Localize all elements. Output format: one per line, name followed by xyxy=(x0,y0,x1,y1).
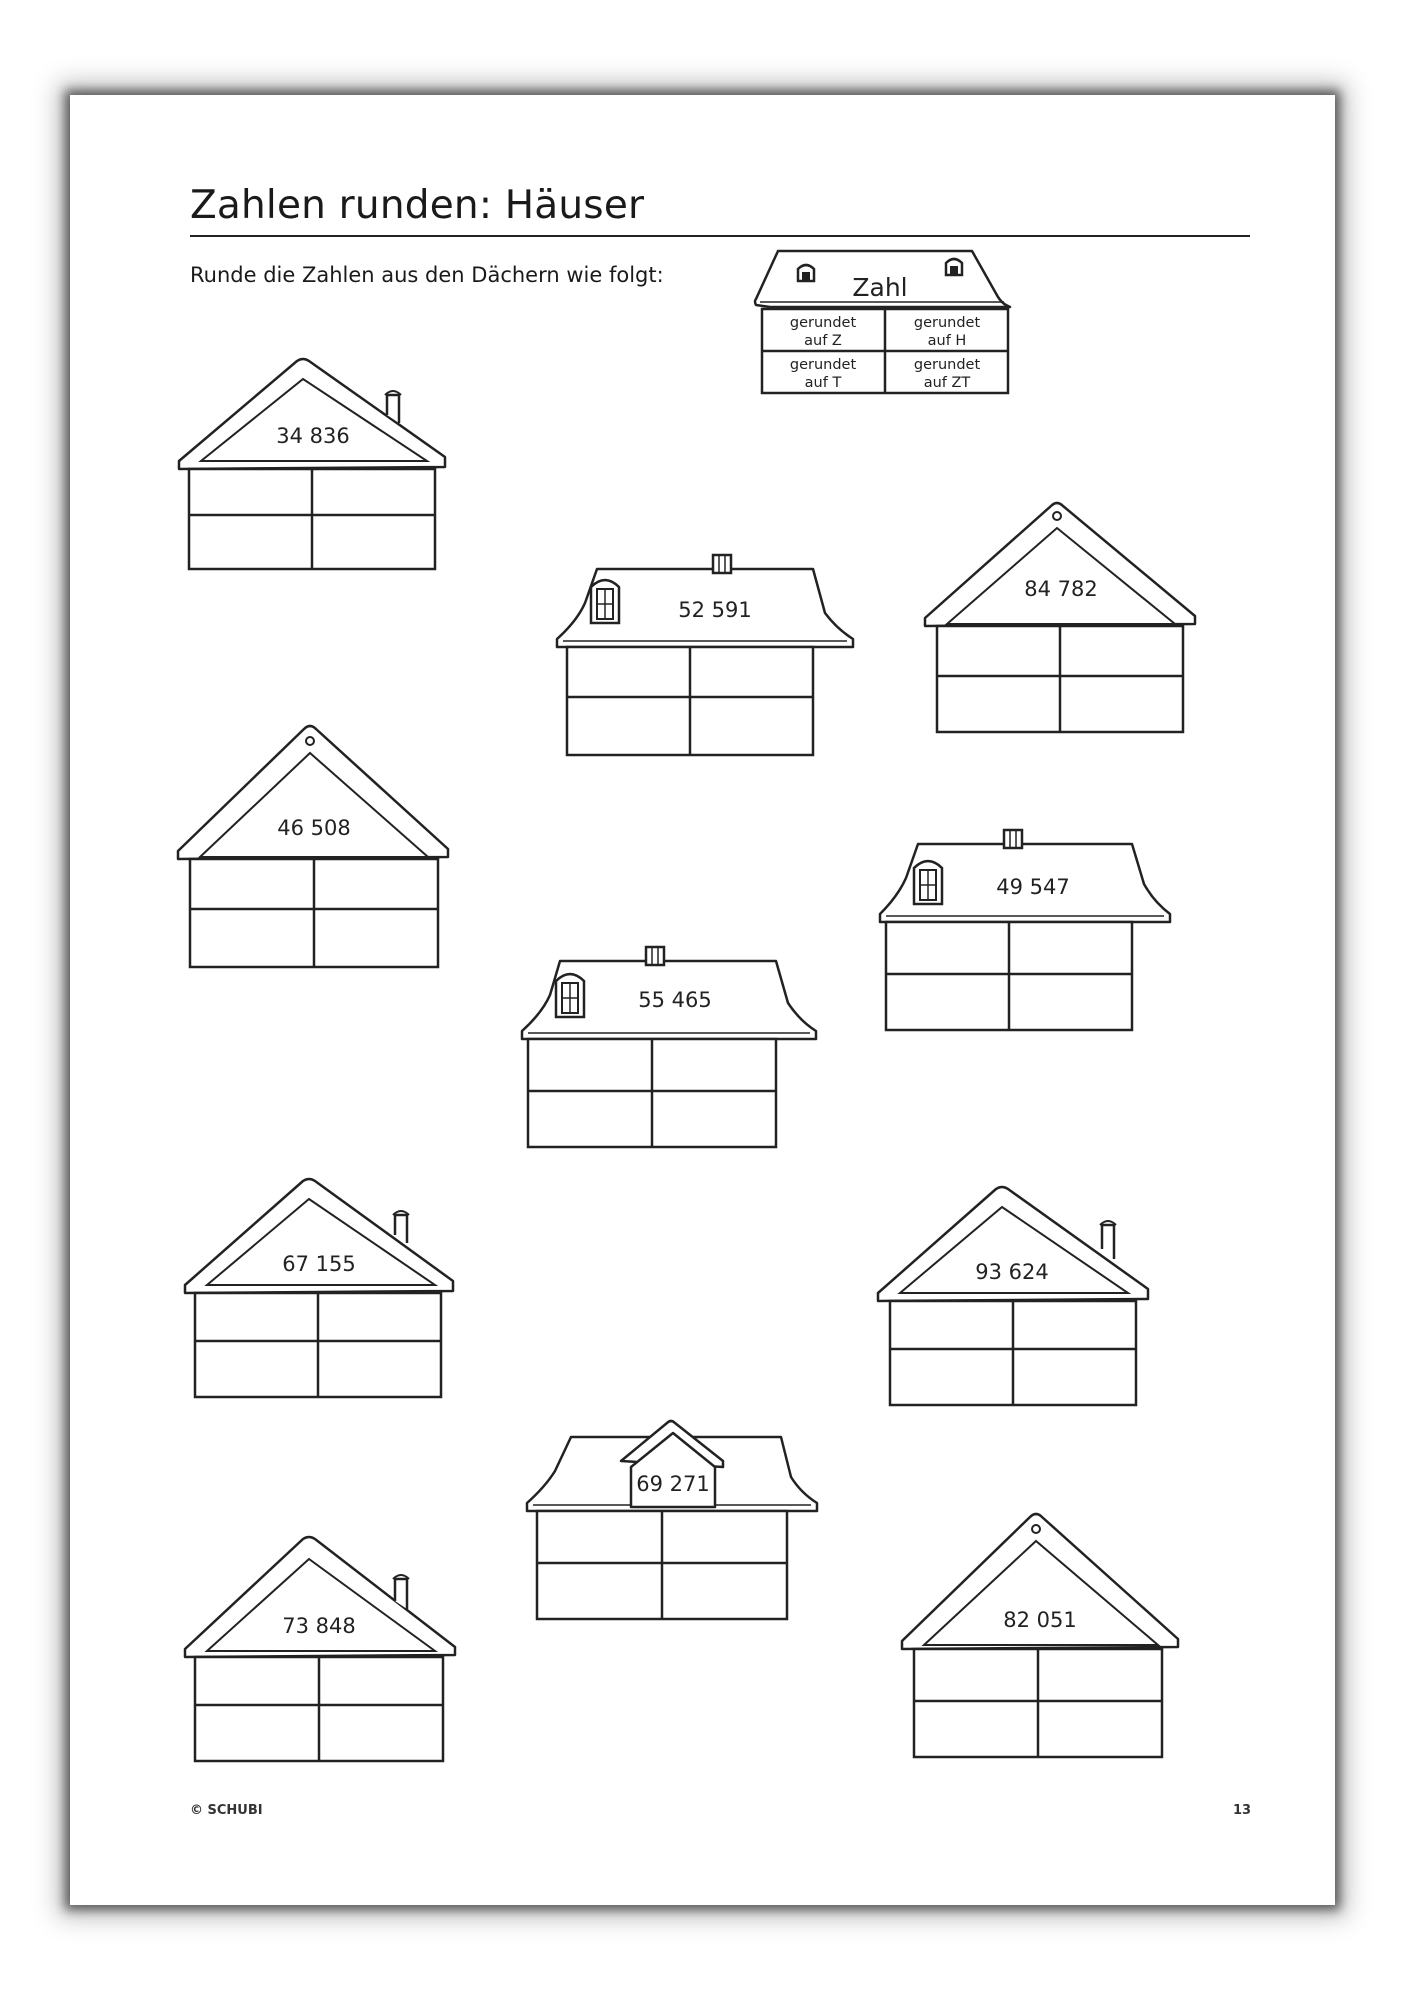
house-number: 73 848 xyxy=(282,1614,356,1638)
legend-cell-zt-line1: gerundet xyxy=(913,357,981,373)
legend-cell-t-line1: gerundet xyxy=(789,357,857,373)
legend-cell-t-line2: auf T xyxy=(804,375,842,391)
copyright: © SCHUBI xyxy=(190,1803,263,1818)
legend-house xyxy=(750,245,1090,465)
roof-window-icon xyxy=(914,861,942,904)
house-number: 46 508 xyxy=(277,816,351,840)
legend-cell-h-line2: auf H xyxy=(927,333,967,349)
house-number: 69 271 xyxy=(636,1472,710,1496)
house-8 xyxy=(876,1185,1216,1445)
roof-window-icon xyxy=(556,974,584,1017)
roof-hole-icon xyxy=(1053,512,1061,520)
roof-hole-icon xyxy=(1032,1525,1040,1533)
legend-cell-zt-line2: auf ZT xyxy=(923,375,971,391)
instruction-text: Runde die Zahlen aus den Dächern wie folgt: xyxy=(190,263,664,287)
house-6 xyxy=(520,945,860,1205)
house-number: 34 836 xyxy=(276,424,350,448)
page-title: Zahlen runden: Häuser xyxy=(190,183,645,228)
house-3 xyxy=(923,500,1263,760)
roof-hole-icon xyxy=(306,737,314,745)
house-1 xyxy=(177,357,517,617)
house-7 xyxy=(183,1177,523,1437)
roof-window-icon xyxy=(591,580,619,623)
house-11 xyxy=(900,1511,1240,1771)
legend-cell-z-line2: auf Z xyxy=(804,333,842,349)
house-number: 82 051 xyxy=(1003,1608,1077,1632)
legend-cell-z-line1: gerundet xyxy=(789,315,857,331)
house-number: 55 465 xyxy=(638,988,712,1012)
house-4 xyxy=(176,723,516,983)
house-number: 93 624 xyxy=(975,1260,1049,1284)
house-number: 84 782 xyxy=(1024,577,1098,601)
house-number: 49 547 xyxy=(996,875,1070,899)
page-number: 13 xyxy=(1233,1803,1252,1818)
title-underline xyxy=(190,235,1250,237)
legend-roof-label: Zahl xyxy=(852,273,908,302)
house-10 xyxy=(183,1535,523,1795)
house-5 xyxy=(878,828,1218,1088)
house-number: 52 591 xyxy=(678,598,752,622)
worksheet-page xyxy=(70,95,1335,1905)
legend-roof-window-left-icon xyxy=(798,265,814,281)
house-9 xyxy=(525,1417,865,1677)
legend-roof-window-right-icon xyxy=(946,259,962,275)
house-2 xyxy=(555,553,895,813)
legend-cell-h-line1: gerundet xyxy=(913,315,981,331)
house-number: 67 155 xyxy=(282,1252,356,1276)
